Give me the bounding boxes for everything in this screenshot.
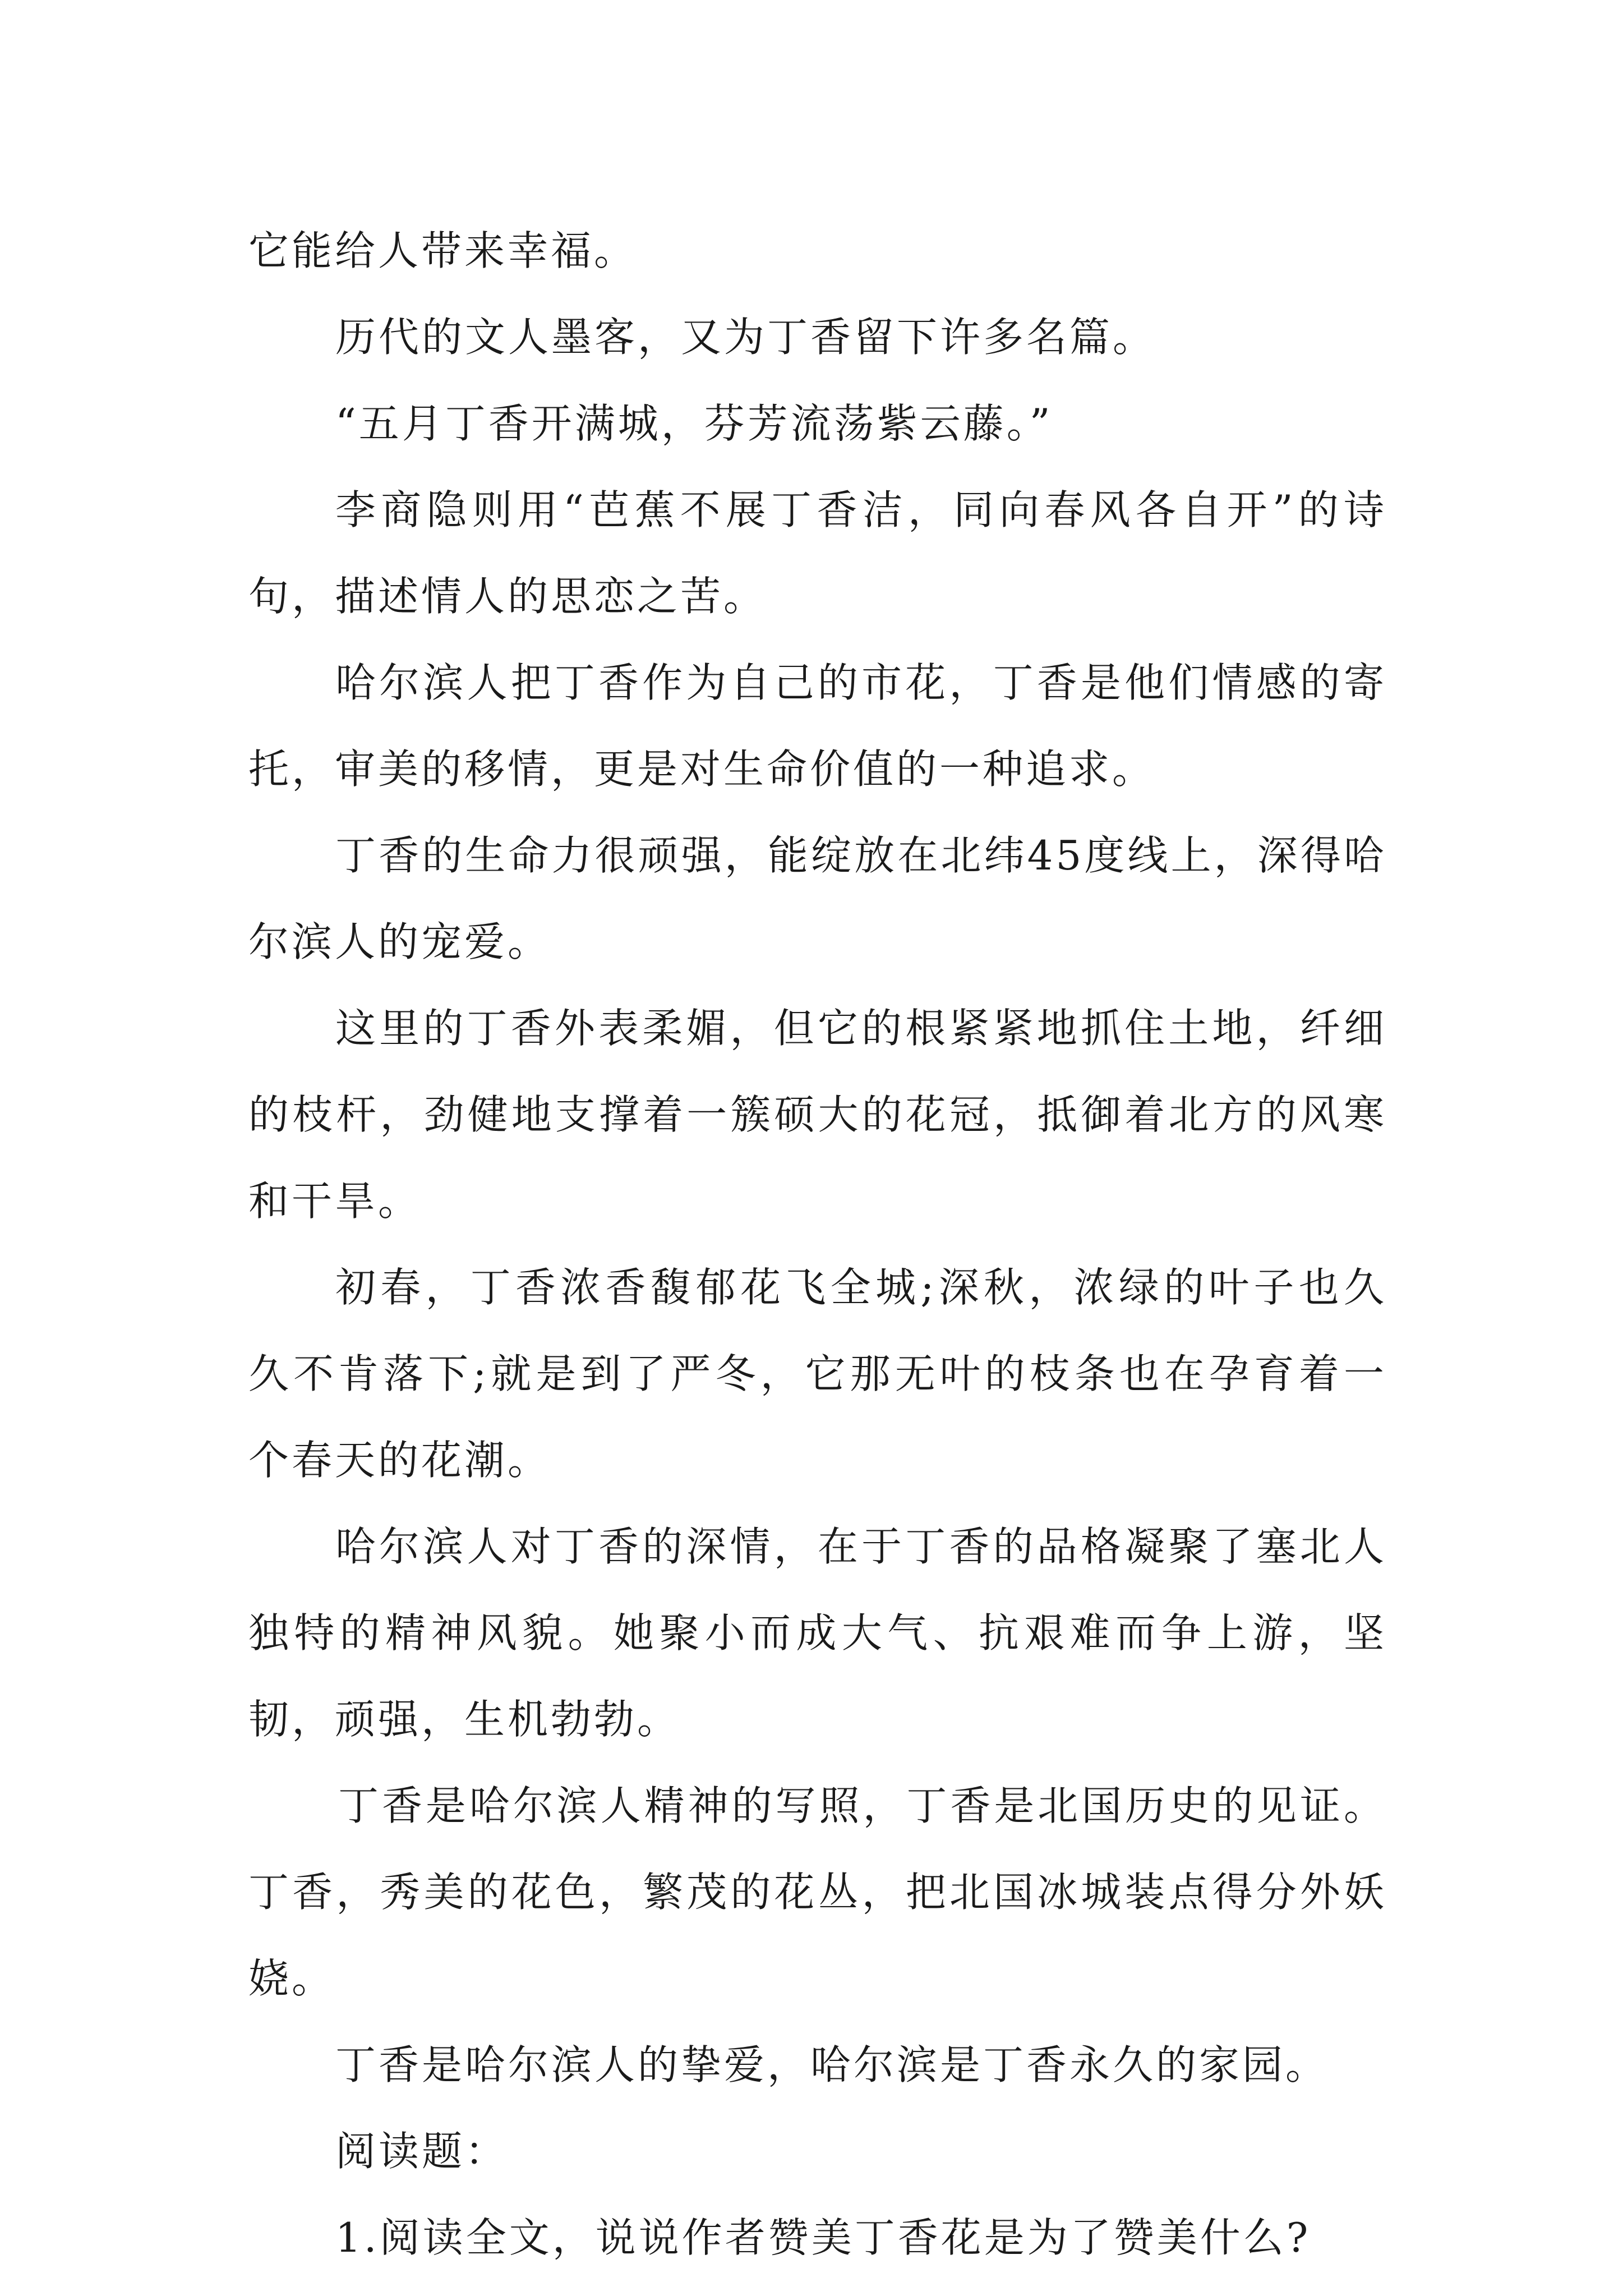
paragraph: 李商隐则用“芭蕉不展丁香洁，同向春风各自开”的诗句，描述情人的思恋之苦。 xyxy=(248,486,1387,620)
paragraph: 初春，丁香浓香馥郁花飞全城;深秋，浓绿的叶子也久久不肯落下;就是到了严冬，它那无叶的枝条也在孕育着一个春天的花潮。 xyxy=(248,1264,1387,1484)
paragraph: 哈尔滨人对丁香的深情，在于丁香的品格凝聚了塞北人独特的精神风貌。她聚小而成大气、抗艰难而争上游，坚韧，顽强，生机勃勃。 xyxy=(248,1523,1387,1743)
paragraph: 丁香是哈尔滨人精神的写照，丁香是北国历史的见证。丁香，秀美的花色，繁茂的花丛，把北国冰城装点得分外妖娆。 xyxy=(248,1782,1387,2002)
paragraph: 丁香是哈尔滨人的挚爱，哈尔滨是丁香永久的家园。 xyxy=(335,2041,1329,2088)
question-1: 1.阅读全文，说说作者赞美丁香花是为了赞美什么? xyxy=(335,2214,1311,2261)
paragraph-poem-quote: “五月丁香开满城，芬芳流荡紫云藤。” xyxy=(335,400,1053,447)
reading-questions-heading: 阅读题： xyxy=(335,2128,509,2175)
document-body xyxy=(248,208,1387,2281)
paragraph: 丁香的生命力很顽强，能绽放在北纬45度线上，深得哈尔滨人的宠爱。 xyxy=(248,832,1387,965)
paragraph: 这里的丁香外表柔媚，但它的根紧紧地抓住土地，纤细的枝杆，劲健地支撑着一簇硕大的花冠，抵御着北方的风寒和干旱。 xyxy=(248,1005,1387,1225)
paragraph: 历代的文人墨客，又为丁香留下许多名篇。 xyxy=(335,314,1156,361)
paragraph: 哈尔滨人把丁香作为自己的市花，丁香是他们情感的寄托，审美的移情，更是对生命价值的一种追求。 xyxy=(248,659,1387,793)
paragraph-continuation: 它能给人带来幸福。 xyxy=(248,227,638,274)
